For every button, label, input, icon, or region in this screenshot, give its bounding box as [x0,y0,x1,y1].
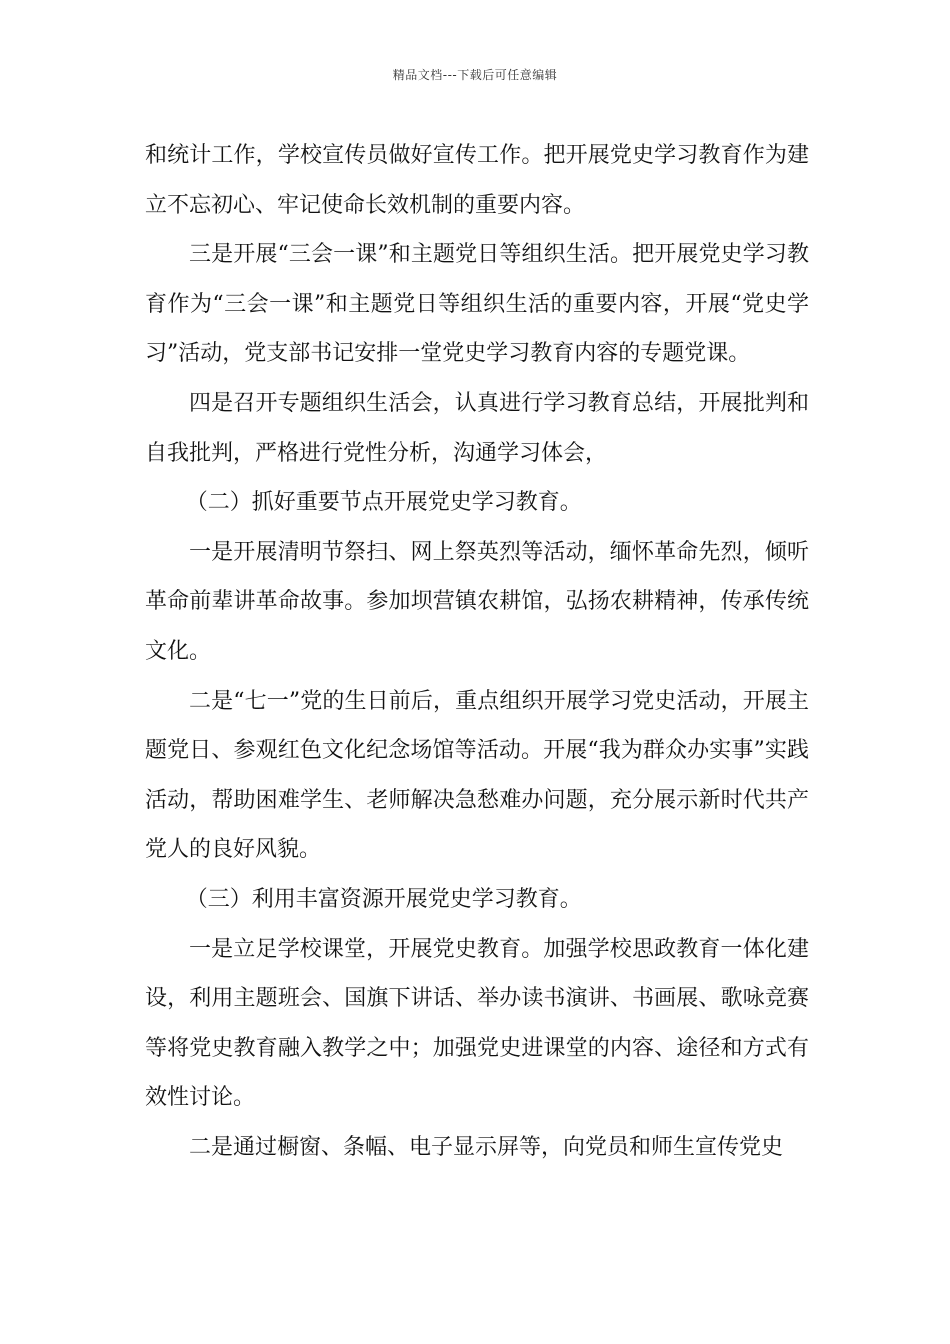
paragraph-continuation: 和统计工作，学校宣传员做好宣传工作。把开展党史学习教育作为建立不忘初心、牢记使命长效机制的重要内容。 [145,143,809,218]
paragraph-life-meeting: 四是召开专题组织生活会，认真进行学习教育总结，开展批判和自我批判，严格进行党性分析，沟通学习体会， [145,390,809,466]
paragraph-three-meetings: 三是开展“三会一课”和主题党日等组织生活。把开展党史学习教育作为“三会一课”和主题党日等组织生活的重要内容，开展“党史学习”活动，党支部书记安排一堂党史学习教育内容的专题党课。 [145,242,809,367]
section-heading-2: （二）抓好重要节点开展党史学习教育。 [185,490,582,516]
page-header: 精品文档---下载后可任意编辑 [392,68,558,82]
paragraph-classroom: 一是立足学校课堂，开展党史教育。加强学校思政教育一体化建设，利用主题班会、国旗下讲话、举办读书演讲、书画展、歌咏竞赛等将党史教育融入教学之中；加强党史进课堂的内容、途径和方式有效性讨论。 [145,936,809,1111]
paragraph-publicity: 二是通过橱窗、条幅、电子显示屏等，向党员和师生宣传党史 [189,1134,784,1160]
paragraph-july-first: 二是“七一”党的生日前后，重点组织开展学习党史活动，开展主题党日、参观红色文化纪念场馆等活动。开展“我为群众办实事”实践活动，帮助困难学生、老师解决急愁难办问题，充分展示新时代共产党人的良好风貌。 [145,688,809,863]
document-body [145,131,809,1172]
section-heading-3: （三）利用丰富资源开展党史学习教育。 [185,886,582,912]
paragraph-qingming: 一是开展清明节祭扫、网上祭英烈等活动，缅怀革命先烈，倾听革命前辈讲革命故事。参加坝营镇农耕馆，弘扬农耕精神，传承传统文化。 [145,539,809,664]
